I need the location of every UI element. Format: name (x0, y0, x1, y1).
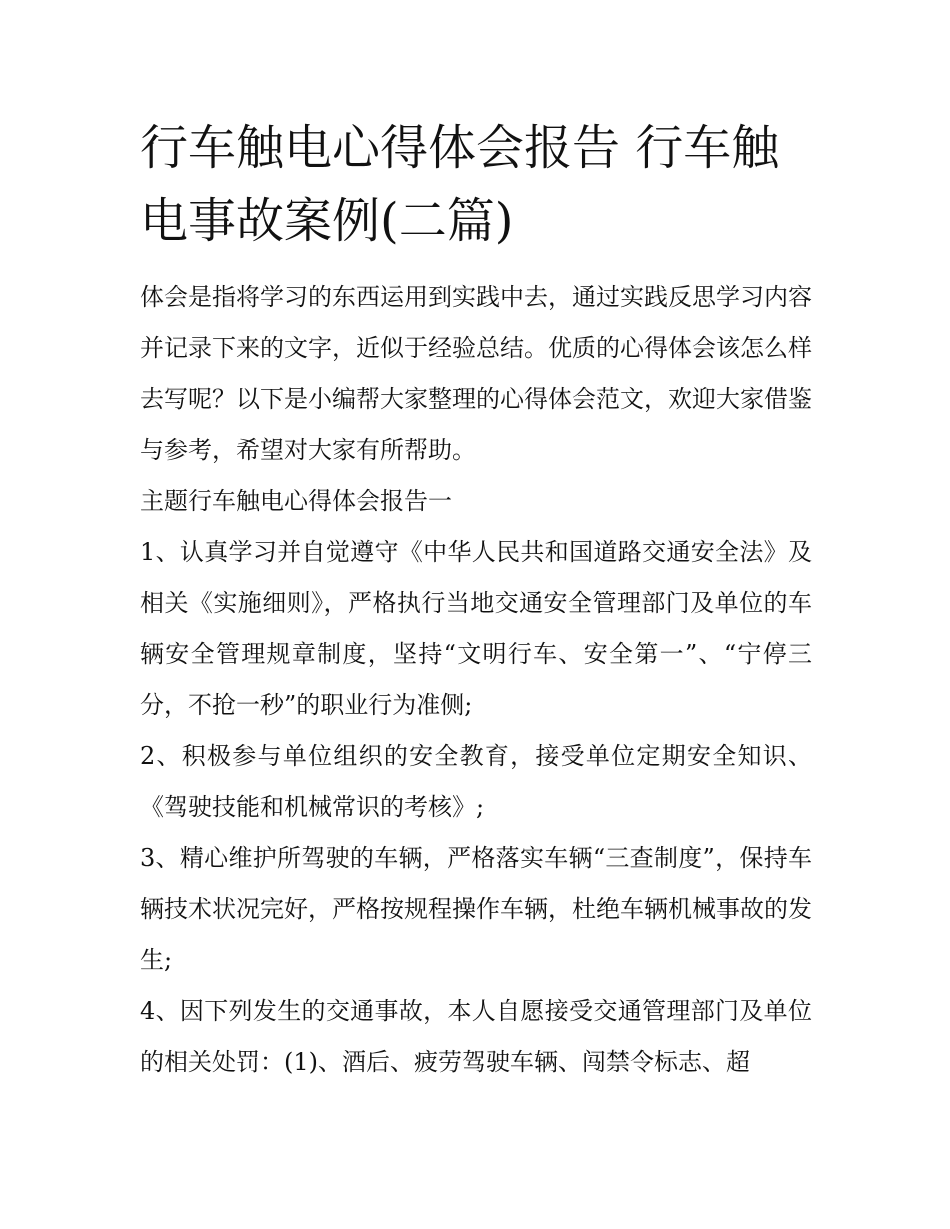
document-title: 行车触电心得体会报告 行车触电事故案例(二篇) (140, 120, 780, 249)
paragraph-item-1: 1、认真学习并自觉遵守《中华人民共和国道路交通安全法》及相关《实施细则》，严格执行当地交通安全管理部门及单位的车辆安全管理规章制度，坚持“文明行车、安全第一”、“宁停三分，不抢一秒”的职业行为准侧; (140, 538, 812, 719)
document-content (140, 112, 812, 1088)
paragraph-item-2: 2、积极参与单位组织的安全教育，接受单位定期安全知识、《驾驶技能和机械常识的考核》; (140, 742, 812, 821)
intro-paragraph: 体会是指将学习的东西运用到实践中去，通过实践反思学习内容并记录下来的文字，近似于经验总结。优质的心得体会该怎么样去写呢？以下是小编帮大家整理的心得体会范文，欢迎大家借鉴与参考，希望对大家有所帮助。 (140, 283, 812, 464)
paragraph-item-4: 4、因下列发生的交通事故，本人自愿接受交通管理部门及单位的相关处罚：(1)、酒后、疲劳驾驶车辆、闯禁令标志、超 (140, 997, 812, 1076)
paragraph-item-3: 3、精心维护所驾驶的车辆，严格落实车辆“三查制度”，保持车辆技术状况完好，严格按规程操作车辆，杜绝车辆机械事故的发生; (140, 844, 812, 974)
section-heading: 主题行车触电心得体会报告一 (140, 487, 452, 515)
